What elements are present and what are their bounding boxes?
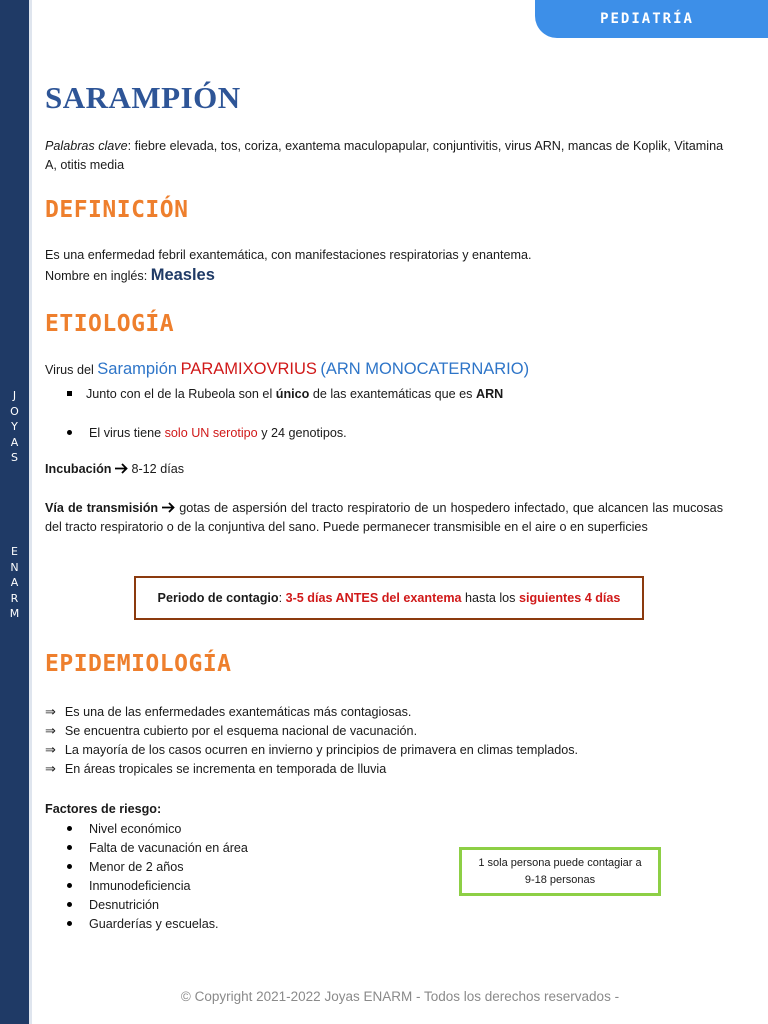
transmision-label: Vía de transmisión	[45, 501, 159, 515]
dot-bullet-icon	[67, 921, 72, 926]
risk-factors-list	[45, 820, 425, 934]
list-item-text: Guarderías y escuelas.	[89, 917, 219, 931]
implies-arrow-icon: ⇒	[45, 762, 56, 777]
list-item-text: Es una de las enfermedades exantemáticas más contagiosas.	[64, 705, 412, 719]
bullet-text: y 24 genotipos.	[257, 426, 347, 440]
list-item	[45, 741, 745, 760]
right-arrow-icon	[115, 463, 128, 474]
definicion-heading: DEFINICIÓN	[45, 197, 189, 223]
bullet-bold: ARN	[475, 387, 504, 401]
sidebar-letter: Y	[11, 420, 18, 433]
contagio-label: Periodo de contagio	[157, 591, 279, 605]
dot-bullet-icon	[67, 826, 72, 831]
copyright-footer: © Copyright 2021-2022 Joyas ENARM - Todos los derechos reservados -	[180, 989, 620, 1004]
virus-line	[45, 360, 735, 380]
list-item-text: Nivel económico	[89, 822, 182, 836]
virus-family: PARAMIXOVRIUS	[180, 360, 317, 378]
sidebar-letter: A	[10, 576, 19, 589]
english-name-value: Measles	[150, 266, 215, 284]
bullet-text: de las exantemáticas que es	[309, 387, 476, 401]
square-bullet-icon	[67, 391, 72, 396]
list-item-text: En áreas tropicales se incrementa en temporada de lluvia	[64, 762, 387, 776]
contagio-sep: :	[278, 591, 286, 605]
contagio-end: siguientes 4 días	[518, 591, 621, 605]
english-name-line	[45, 266, 735, 286]
section-tab-pediatria	[535, 0, 768, 38]
list-item-text: La mayoría de los casos ocurren en invierno y principios de primavera en climas templados.	[64, 743, 578, 757]
contagion-note-text: 1 sola persona puede contagiar a 9-18 personas	[478, 856, 642, 886]
risk-heading-text: Factores de riesgo:	[45, 802, 162, 816]
definicion-text: Es una enfermedad febril exantemática, con manifestaciones respiratorias y enantema.	[45, 248, 532, 262]
virus-prefix: Virus del	[45, 363, 98, 377]
list-item-text: Inmunodeficiencia	[89, 879, 191, 893]
section-tab-label: PEDIATRÍA	[600, 11, 694, 27]
list-item	[45, 877, 425, 896]
incubacion-label: Incubación	[45, 462, 112, 476]
etiologia-bullet-1	[45, 385, 735, 404]
bullet-highlight: solo UN serotipo	[164, 426, 258, 440]
keywords-label: Palabras clave	[45, 139, 128, 153]
bullet-bold: único	[275, 387, 310, 401]
contagion-note-box	[459, 847, 661, 896]
epidemiologia-heading: EPIDEMIOLOGÍA	[45, 651, 232, 677]
list-item	[45, 858, 425, 877]
virus-name: Sarampión	[97, 360, 178, 378]
dot-bullet-icon	[67, 430, 72, 435]
list-item	[45, 839, 425, 858]
sidebar-letter: R	[10, 591, 19, 605]
list-item-text: Falta de vacunación en área	[89, 841, 248, 855]
sidebar-label-joyas	[0, 388, 29, 466]
sidebar-letter: A	[10, 435, 19, 449]
epidemiologia-list	[45, 703, 745, 779]
sidebar-edge	[29, 0, 32, 1024]
bullet-text: El virus tiene	[89, 426, 165, 440]
left-sidebar	[0, 0, 29, 1024]
list-item	[45, 722, 745, 741]
list-item	[45, 915, 425, 934]
contagio-callout	[134, 576, 644, 620]
implies-arrow-icon: ⇒	[45, 743, 56, 758]
contagio-start: 3-5 días ANTES del exantema	[285, 591, 462, 605]
etiologia-bullet-2	[45, 424, 735, 443]
virus-type: (ARN MONOCATERNARIO)	[320, 360, 530, 378]
dot-bullet-icon	[67, 883, 72, 888]
list-item	[45, 820, 425, 839]
sidebar-label-enarm	[0, 544, 29, 622]
keywords-text: : fiebre elevada, tos, coriza, exantema maculopapular, conjuntivitis, virus ARN, mancas de Koplik, Vitamina A, otitis media	[45, 139, 724, 172]
english-name-label: Nombre en inglés:	[45, 269, 151, 283]
list-item-text: Se encuentra cubierto por el esquema nacional de vacunación.	[64, 724, 418, 738]
sidebar-letter: J	[12, 389, 17, 402]
dot-bullet-icon	[67, 902, 72, 907]
incubacion-value: 8-12 días	[127, 462, 184, 476]
page-title: SARAMPIÓN	[45, 80, 241, 115]
sidebar-letter: N	[10, 560, 19, 574]
risk-heading	[45, 800, 161, 819]
list-item	[45, 760, 745, 779]
contagio-mid: hasta los	[461, 591, 519, 605]
bullet-text: Junto con el de la Rubeola son el	[86, 387, 276, 401]
transmision-text: gotas de aspersión del tracto respiratorio de un hospedero infectado, que alcancen las mucosas del tracto respiratorio o de la conjuntiva del sano. Puede permanecer transmisible en el aire o en superficies	[45, 501, 723, 534]
right-arrow-icon	[162, 502, 175, 513]
list-item	[45, 896, 425, 915]
etiologia-heading: ETIOLOGÍA	[45, 311, 175, 337]
list-item-text: Desnutrición	[89, 898, 159, 912]
dot-bullet-icon	[67, 864, 72, 869]
dot-bullet-icon	[67, 845, 72, 850]
sidebar-letter: E	[11, 545, 18, 558]
list-item-text: Menor de 2 años	[89, 860, 184, 874]
implies-arrow-icon: ⇒	[45, 724, 56, 739]
sidebar-letter: O	[10, 404, 19, 418]
list-item	[45, 703, 745, 722]
sidebar-letter: S	[11, 451, 18, 464]
implies-arrow-icon: ⇒	[45, 705, 56, 720]
keywords-paragraph	[45, 137, 730, 175]
incubacion-line	[45, 460, 735, 479]
transmision-paragraph	[45, 499, 723, 537]
sidebar-letter: M	[9, 607, 20, 620]
